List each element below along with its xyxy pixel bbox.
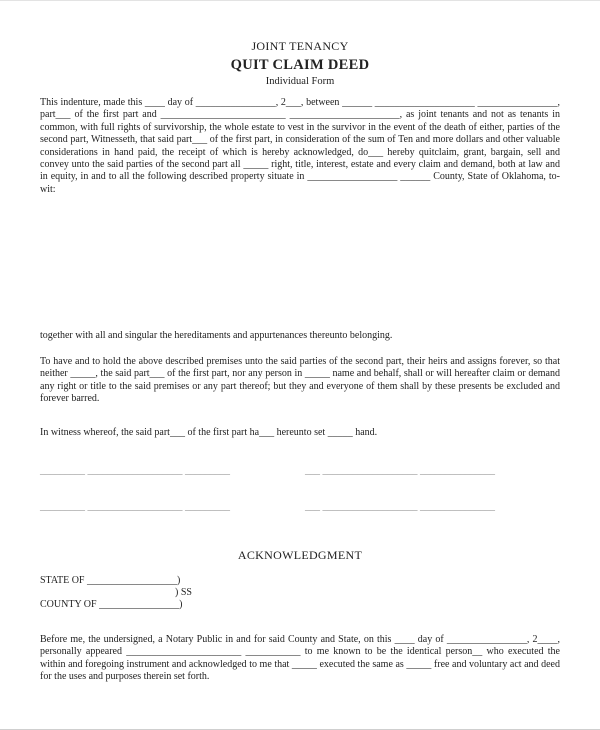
- document-header: [0, 39, 600, 88]
- ss-line: ) SS: [175, 587, 192, 598]
- county-of-line: COUNTY OF ________________): [40, 599, 183, 610]
- appurtenances-clause: together with all and singular the hereditaments and appurtenances thereunto belonging.: [40, 330, 393, 341]
- signature-line-grantor-3: _________ ___________________ _________: [40, 501, 230, 512]
- document-category: JOINT TENANCY: [251, 39, 349, 53]
- document-title: QUIT CLAIM DEED: [230, 57, 370, 73]
- opening-paragraph: This indenture, made this ____ day of ________________, 2___, between ______ ____________________ ________________, part___ of the first part and _________________________ ______________________, as joint tenants and not as tenants in common, with full rights of survivorship, the whole estate to vest in the survivor in the event of the death of either, parties of the second part, Witnesseth, that said part___ of the first part, in consideration of the sum of Ten and more dollars and other valuable considerations in hand paid, the receipt of which is hereby acknowledged, do___ hereby quitclaim, grant, bargain, sell and convey unto the said parties of the second part all _____ right, title, interest, estate and every claim and demand, both at law and in equity, in and to all the following described property situate in __________________ ______ County, State of Oklahoma, to-wit:: [40, 97, 560, 195]
- habendum-paragraph: To have and to hold the above described premises unto the said parties of the second part, their heirs and assigns forever, so that neither _____, the said part___ of the first part, nor any person in _____ name and behalf, shall or will hereafter claim or demand any right or title to the said premises or any part thereof; but they and everyone of them shall by these presents be excluded and forever barred.: [40, 356, 560, 405]
- witness-clause: In witness whereof, the said part___ of the first part ha___ hereunto set _____ hand.: [40, 427, 378, 438]
- signature-line-grantor-1: _________ ___________________ _________: [40, 465, 230, 476]
- property-description-area: [40, 196, 560, 326]
- document-subtitle: Individual Form: [265, 76, 335, 88]
- acknowledgment-heading: ACKNOWLEDGMENT: [237, 548, 363, 562]
- signature-line-grantor-2: ___ ___________________ _______________: [305, 465, 495, 476]
- notary-paragraph: Before me, the undersigned, a Notary Public in and for said County and State, on this ____ day of ________________, 2____, personally appeared _______________________ ___________ to me known to be the identical person__ who executed the within and foregoing instrument and acknowledged to me that _____ executed the same as _____ free and voluntary act and deed for the uses and purposes therein set forth.: [40, 634, 560, 683]
- signature-line-grantor-4: ___ ___________________ _______________: [305, 501, 495, 512]
- state-of-line: STATE OF __________________): [40, 575, 181, 586]
